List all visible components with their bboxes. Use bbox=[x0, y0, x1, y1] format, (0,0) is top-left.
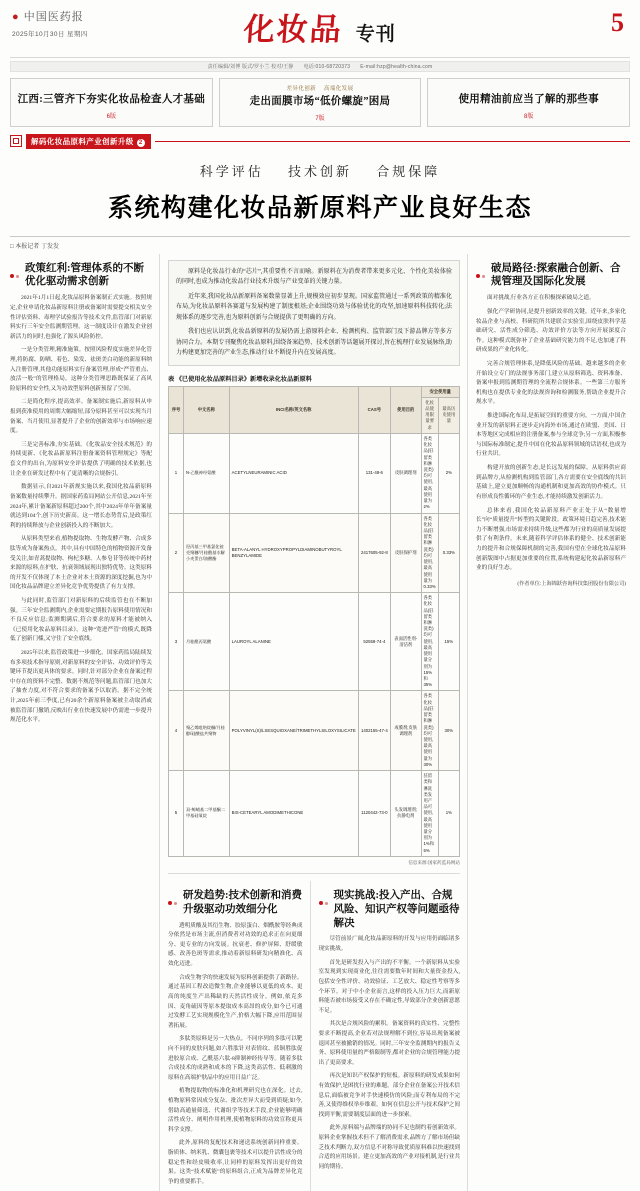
eyebrow-item-1: 科学评估 bbox=[199, 163, 264, 179]
eyebrow-item-2: 技术创新 bbox=[287, 163, 352, 179]
series-label-text: 解码化妆品原料产业创新升级 bbox=[31, 136, 134, 146]
section-heading-risk bbox=[319, 889, 460, 931]
masthead bbox=[10, 0, 630, 58]
bullet-dots-icon bbox=[476, 262, 487, 283]
cell-no: 2 bbox=[169, 513, 184, 593]
paragraph: 强化产学研协同,是提升创新效率的关键。近年来,多家化妆品企业与高校、科研院所共建联合实验室,围绕皮肤科学基础研究、活性成分筛选、功效评价方法等方向开展深度合作。这种模式既弥补了企业基础研究能力的不足,也加速了科研成果的产业化转化。 bbox=[476, 308, 626, 354]
series-label bbox=[26, 134, 151, 149]
endnote: (作者单位:上海锦跃咨询科技集团股份有限公司) bbox=[517, 580, 626, 587]
cell-inci: ACETYLNEURAMINIC ACID bbox=[229, 433, 358, 513]
page-number: 5 bbox=[611, 8, 624, 37]
paragraph: 植物提取物的标准化和机理研究也在深化。过去,植物原料常因成分复杂、批次差异大而受到质疑;如今,借助高通量筛选、代谢组学等技术手段,企业能够明确活性成分、阐明作用机理,使植物原料的功效宣称更具科学支撑。 bbox=[168, 1088, 303, 1133]
paragraph: 二是简化程序,提高效率。备案制实施后,新原料从申报到获准使用的周期大幅缩短,部分原料甚至可以实现当月备案、当月使用,显著提升了企业的创新效率与市场响应速度。 bbox=[10, 399, 152, 435]
column-center bbox=[168, 254, 468, 1191]
cell-cn: 月桂酰丙氨酸 bbox=[183, 593, 229, 691]
contact-bar bbox=[10, 61, 630, 72]
lead-summary-box bbox=[168, 260, 460, 366]
cell-inci: BIS-CETEARYL AMODIMETHICONE bbox=[229, 771, 358, 857]
th-inci: INCI名称/英文名称 bbox=[229, 386, 358, 433]
cell-hist: 1% bbox=[438, 771, 459, 857]
teaser-kicker-2a: 差异化创新 bbox=[286, 86, 317, 92]
paragraph: 此外,原料的复配技术和递送系统创新同样重要。脂质体、纳米乳、微囊包裹等技术可以提升活性成分的稳定性和经皮吸收率,让同样的原料发挥出更好的效果。这类“技术赋能”的原料组合,正成为品牌差异化竞争的重要抓手。 bbox=[168, 1140, 303, 1185]
publication-name: 中国医药报 bbox=[23, 11, 84, 23]
lead-paragraph: 近年来,我国化妆品新原料备案数量显著上升,规模效应初步显现。国家监管通过一系列政策的精准化布局,为化妆品原料各赛道与发展构建了制度根基;企业围绕功效与体验优化的攻坚,加速原料科技转化;法规体系的逐步完善,也为原料创新与合规提供了更明确的方向。 bbox=[176, 293, 452, 321]
cell-cas: 2417605-92-8 bbox=[358, 513, 390, 593]
teaser-page-2: 7版 bbox=[315, 115, 325, 122]
paragraph: 完善合规管理体系,是降低风险的基础。越来越多的企业开始设立专门的法规事务部门,建立从原料筛选、资料准备、备案申报到监测期管理的全流程合规体系。一些第三方服务机构也在提供专业化的法规咨询和检测服务,帮助企业提升合规水平。 bbox=[476, 360, 626, 406]
cell-limit: 各类化妆品(驻留类和淋洗类)均可使用,最高使用量为30% bbox=[421, 691, 438, 771]
center-subcolumns bbox=[168, 881, 460, 1191]
teaser-title-1[interactable]: 江西:三管齐下夯实化妆品检查人才基础 bbox=[17, 94, 206, 105]
paragraph: 数据显示,自2021年新规实施以来,我国化妆品新原料备案数量持续攀升。据国家药监局网站公开信息,2021年至2024年,累计备案新原料超过200个,其中2024年单年备案量就达到104个,创下历史新高。这一增长态势背后,是政策红利的持续释放与企业创新投入的不断加大。 bbox=[10, 484, 152, 529]
cell-hist: 15% bbox=[438, 593, 459, 691]
column-divider bbox=[168, 873, 460, 874]
new-ingredients-table bbox=[168, 386, 460, 857]
th-no: 序号 bbox=[169, 386, 184, 433]
table-row bbox=[169, 433, 460, 513]
cell-purpose: 头发调理剂;抗静电剂 bbox=[391, 771, 421, 857]
paragraph: 2025年以来,监管政策进一步细化。国家药监局陆续发布多项技术指导原则,对新原料的安全评估、功效评价等关键环节提出更具体的要求。同时,针对部分企业在备案过程中存在的资料不完整、数据不规范等问题,监管部门也加大了抽查力度,对不符合要求的备案予以取消。据不完全统计,2025年前三季度,已有20余个新原料备案被主动取消或被监管部门撤销,反映出行业在快速发展中仍需进一步提升规范化水平。 bbox=[10, 650, 152, 724]
paragraph: 多肽类原料是另一大热点。不同序列的多肽可以靶向不同的皮肤问题,如六胜肽针对表情纹、蓝铜胜肽促进胶原合成、乙酰基六肽-8抑制神经传导等。随着多肽合成技术的成熟和成本的下降,这类高活性、低刺激的原料在高端护肤品中的应用日益广泛。 bbox=[168, 1036, 303, 1081]
teaser-kicker-1 bbox=[15, 84, 208, 90]
masthead-center bbox=[10, 4, 630, 49]
cell-hist: 0.33% bbox=[438, 513, 459, 593]
cell-cn: 聚乙烯吡咯烷酮/月桂醇/硅酸盐共聚物 bbox=[183, 691, 229, 771]
cell-cn: N-乙酰神经氨酸 bbox=[183, 433, 229, 513]
cell-cas: 131-48-6 bbox=[358, 433, 390, 513]
cell-purpose: 成膜剂;皮肤调理剂 bbox=[391, 691, 421, 771]
cell-no: 1 bbox=[169, 433, 184, 513]
paragraph: 透明质酸及其衍生物、胶原蛋白、烟酰胺等经典成分依然是市场主流,但消费者对功效的追求正在向更细分、更专业的方向发展。抗衰老、修护屏障、舒缓敏感、改善色斑等需求,推动着新原料研发向精准化、高效化迈进。 bbox=[168, 922, 303, 968]
teaser-card-2[interactable] bbox=[219, 78, 422, 127]
contact-email: E-mail:hzp@health-china.com bbox=[360, 63, 433, 70]
table-source: 信息来源:国家药监局网站 bbox=[408, 859, 460, 865]
headline-eyebrow bbox=[10, 161, 630, 180]
cell-purpose: 皮肤保护剂 bbox=[391, 513, 421, 593]
section-subtitle: 专刊 bbox=[355, 24, 396, 45]
contact-phone: 电话:010-68720373 bbox=[303, 64, 351, 70]
cell-limit: 各类化妆品(驻留类和淋洗类)均可使用,最高使用量为2% bbox=[421, 433, 438, 513]
section-title-policy: 政策红利:管理体系的不断优化驱动需求创新 bbox=[25, 262, 144, 288]
subcolumn-rd bbox=[168, 881, 311, 1191]
cell-hist: 30% bbox=[438, 691, 459, 771]
teaser-page-1: 6版 bbox=[106, 113, 116, 120]
headline-block bbox=[10, 161, 630, 224]
th-cas: CAS号 bbox=[358, 386, 390, 433]
teaser-kicker-2 bbox=[224, 84, 417, 92]
eyebrow-item-3: 合规保障 bbox=[376, 163, 441, 179]
bullet-dots-icon bbox=[10, 262, 21, 283]
teaser-kicker-2b: 高端化发展 bbox=[323, 86, 354, 92]
cell-cas: 1402155-47-4 bbox=[358, 691, 390, 771]
paragraph: 一是分类管理,精准施策。按照风险程度实施差异化管理,将防腐、防晒、着色、染发、祛斑美白功能的新原料纳入注册管理,其他功能原料实行备案管理,形成“严管重点、放活一般”的管理格局。这种分类管理思路既保证了高风险原料的安全性,又为功效型原料创新预留了空间。 bbox=[10, 347, 152, 392]
column-right bbox=[476, 254, 626, 1191]
paragraph: 面对挑战,行业各方正在积极探索破局之道。 bbox=[487, 295, 595, 302]
cell-hist: 2% bbox=[438, 433, 459, 513]
cell-limit: 各类化妆品(驻留类和淋洗类)均可使用,最高使用量分别为15%和35% bbox=[421, 593, 438, 691]
teaser-title-2[interactable]: 走出面膜市场“低价螺旋”困局 bbox=[249, 96, 391, 107]
cell-inci: LAUROYL ALANINE bbox=[229, 593, 358, 691]
table-row bbox=[169, 513, 460, 593]
series-number: 2 bbox=[137, 139, 145, 147]
teaser-row bbox=[10, 78, 630, 127]
book-icon bbox=[10, 135, 22, 147]
paragraph: 三是完善标准,夯实基础。《化妆品安全技术规范》的持续更新、《化妆品新原料注册备案资料管理规定》等配套文件的出台,为原料安全评估提供了明确的技术依据,也让企业在研发过程中有了更清晰的合规指引。 bbox=[10, 441, 152, 477]
subcolumn-risk bbox=[319, 881, 460, 1191]
paragraph: 尽管前景广阔,化妆品新原料的开发与应用仍面临诸多现实挑战。 bbox=[318, 936, 460, 953]
paragraph: 推进国际化布局,是拓展空间的重要方向。一方面,中国企业开发的新原料正逐步走向海外市场,通过在欧盟、美国、日本等地区完成相应的注册备案,参与全球竞争;另一方面,积极参与国际标准制定,提升中国在化妆品原料领域的话语权,也成为行业共识。 bbox=[476, 413, 626, 458]
paragraph: 2021年1月1日起,化妆品原料备案制正式实施。按照规定,企业申请化妆品新原料注册或备案时需要提交相关安全性评估资料、毒理学试验报告等技术文件,监管部门对新原料实行三年安全监测期管理。这一制度设计在激发企业创新活力的同时,也强化了源头风险防控。 bbox=[10, 295, 152, 340]
section-title-global: 破局路径:探索融合创新、合规管理及国际化发展 bbox=[491, 262, 621, 288]
teaser-card-1[interactable] bbox=[10, 78, 213, 127]
paragraph: 其次是合规风险的累积。备案资料的真实性、完整性要求不断提高,企业若对法规理解不到位,容易出现备案被退回甚至被撤销的情况。同时,三年安全监测期内的报告义务、原料使用量的严格限制等,都对企业的合规管理能力提出了更高要求。 bbox=[318, 1021, 460, 1066]
cell-no: 5 bbox=[169, 771, 184, 857]
teaser-title-3[interactable]: 使用精油前应当了解的那些事 bbox=[458, 94, 599, 105]
column-left bbox=[10, 254, 160, 1191]
th-hist: 最高历史使用量 bbox=[438, 397, 459, 433]
th-purpose: 使用目的 bbox=[391, 386, 421, 433]
th-safe-use: 安全使用量 bbox=[421, 386, 460, 397]
cell-limit: 各类化妆品(驻留类和淋洗类)均可使用,最高使用量为0.33% bbox=[421, 513, 438, 593]
paragraph: 再次是知识产权保护的短板。新原料的研发成果如何有效保护,是困扰行业的难题。部分企业在备案公开技术信息后,面临被竞争对手快速模仿的风险;而专利布局的不完善,又使得维权举步维艰。如何在信息公开与技术保护之间找到平衡,需要制度层面的进一步探索。 bbox=[318, 1073, 460, 1118]
lead-paragraph: 原料是化妆品行业的“芯片”,其重要性不言而喻。新原料在为消费者带来更多元化、个性化美妆体验的同时,也成为推动化妆品行业技术升级与产业变革的关键力量。 bbox=[176, 268, 452, 286]
cell-inci: BETA-ALANYL HYDROXYPROPYLDIAMINOBUTYROYL BENZYLAMIDE bbox=[229, 513, 358, 593]
paragraph: 此外,原料端与品牌端的协同不足也制约着创新效率。原料企业掌握技术但不了解消费需求,品牌方了解市场但缺乏技术判断力,双方信息不对称导致优质原料难以快速找到合适的应用场景。建立更加高效的产业对接机制,是行业共同的期待。 bbox=[318, 1125, 460, 1170]
table-row bbox=[169, 691, 460, 771]
section-heading-global bbox=[476, 262, 626, 290]
paragraph: 与此同时,监管部门对新原料的后续监管也在不断加强。三年安全监测期内,企业需要定期报告原料使用情况和不良反应信息;监测期满后,符合要求的原料才能被纳入《已使用化妆品原料目录》。这种“宽进严管”的模式,既降低了创新门槛,又守住了安全底线。 bbox=[10, 597, 152, 643]
cell-cas: 52558-74-4 bbox=[358, 593, 390, 691]
byline: □ 本报记者 丁发发 bbox=[10, 243, 59, 250]
cell-cn: 羟丙基三甲基氯化铵壳聚糖/月桂酰基水解小麦蛋白/油酸酯 bbox=[183, 513, 229, 593]
teaser-card-3[interactable] bbox=[427, 78, 630, 127]
paragraph: 总体来看,我国化妆品新原料产业正处于从“数量增长”向“质量提升”转型的关键阶段。政策环境日趋完善,技术能力不断增强,市场需求持续升级,这些都为行业的高质量发展提供了有利条件。未来,随着科学评估体系的健全、技术创新能力的提升和合规保障机制的完善,我国有望在全球化妆品原料创新版图中占据更加重要的位置,系统构建起化妆品新原料产业的良好生态。 bbox=[476, 507, 626, 572]
cell-cn: 双-鲸蜡基二甲基酮二甲基硅氧烷 bbox=[183, 771, 229, 857]
article-columns bbox=[10, 254, 630, 1191]
cell-no: 3 bbox=[169, 593, 184, 691]
cell-cas: 1120442-73-0 bbox=[358, 771, 390, 857]
table-caption: 表 《已使用化妆品原料目录》新增收录化妆品新原料 bbox=[168, 375, 312, 383]
paragraph: 从原料类型来看,植物提取物、生物发酵产物、合成多肽等成为备案热点。其中,具有中国特色的植物资源开发备受关注,如青蒿提取物、枸杞多糖、人参皂苷等传统中药材来源的原料,在护肤、抗衰领域展现出独特优势。这类原料的开发不仅体现了本土企业对本土资源的深度挖掘,也为中国化妆品品牌建立差异化竞争优势提供了有力支撑。 bbox=[10, 536, 152, 591]
paragraph: 首先是研发投入与产出的不平衡。一个新原料从实验室发现到实现商业化,往往需要数年时间和大量资金投入,包括安全性评价、功效验证、工艺放大、稳定性考察等多个环节。对于中小企业而言,这样的投入压力巨大,而新原料能否被市场接受又存在不确定性,导致部分企业创新意愿不足。 bbox=[318, 959, 460, 1014]
cell-limit: 驻留类和淋洗类发用产品可使用,最高使用量分别为1%和5% bbox=[421, 771, 438, 857]
paragraph: 合成生物学的快速发展为原料创新提供了新路径。通过基因工程改造微生物,企业能够以更低的成本、更高的纯度生产出稀缺的天然活性成分。例如,依克多因、麦角硫因等原本提取成本高昂的成分,如今已可通过发酵工艺实现规模化生产,价格大幅下降,应用范围显著拓展。 bbox=[168, 974, 303, 1029]
section-title: 化妆品 bbox=[242, 12, 345, 47]
series-rule bbox=[155, 141, 630, 142]
th-cn: 中文名称 bbox=[183, 386, 229, 433]
logo-mark: ● bbox=[12, 11, 20, 23]
series-badge bbox=[10, 134, 630, 149]
cell-inci: POLYVINYL(S)/LSESQUIOXANE/TRIMETHYLSILOXYSILICATE bbox=[229, 691, 358, 771]
section-title-rd: 研发趋势:技术创新和消费升级驱动功效细分化 bbox=[183, 889, 302, 915]
section-title-risk: 现实挑战:投入产出、合规风险、知识产权等问题亟待解决 bbox=[333, 889, 460, 929]
section-heading-policy bbox=[10, 262, 152, 290]
contact-editors: 责任编辑/刘博 版式/罗小兰 校对/王静 bbox=[207, 64, 294, 70]
headline-divider bbox=[10, 236, 630, 237]
teaser-page-3: 8版 bbox=[524, 113, 534, 120]
cell-purpose: 表面活性剂-清洁剂 bbox=[391, 593, 421, 691]
table-row bbox=[169, 593, 460, 691]
table-row bbox=[169, 771, 460, 857]
bullet-dots-icon bbox=[168, 889, 179, 910]
issue-date: 2025年10月30日 星期四 bbox=[12, 31, 88, 38]
cell-no: 4 bbox=[169, 691, 184, 771]
teaser-kicker-3 bbox=[432, 84, 625, 90]
bullet-dots-icon bbox=[319, 889, 330, 910]
lead-paragraph: 我们也应认识到,化妆品新原料的发展仍需上游原料企业、检测机构、监管部门及下游品牌方等多方协同合力。本期专刊聚焦化妆品原料,围绕备案趋势、技术创新等话题展开探讨,旨在梳理行业发展脉络,助力构建更加完善的产业生态,推动行业不断提升内在发展高度。 bbox=[176, 329, 452, 357]
th-limit: 化妆品使用限量要求 bbox=[421, 397, 438, 433]
paragraph: 构建开放的创新生态,是长远发展的保障。从原料供应商到品牌方,从检测机构到监管部门,各方需要在安全底线的共识基础上,建立更加顺畅的沟通机制和更加高效的协作模式。只有形成良性循环的产业生态,才能持续激发创新活力。 bbox=[476, 465, 626, 500]
cell-purpose: 皮肤调理剂 bbox=[391, 433, 421, 513]
headline-main: 系统构建化妆品新原料产业良好生态 bbox=[107, 194, 532, 222]
